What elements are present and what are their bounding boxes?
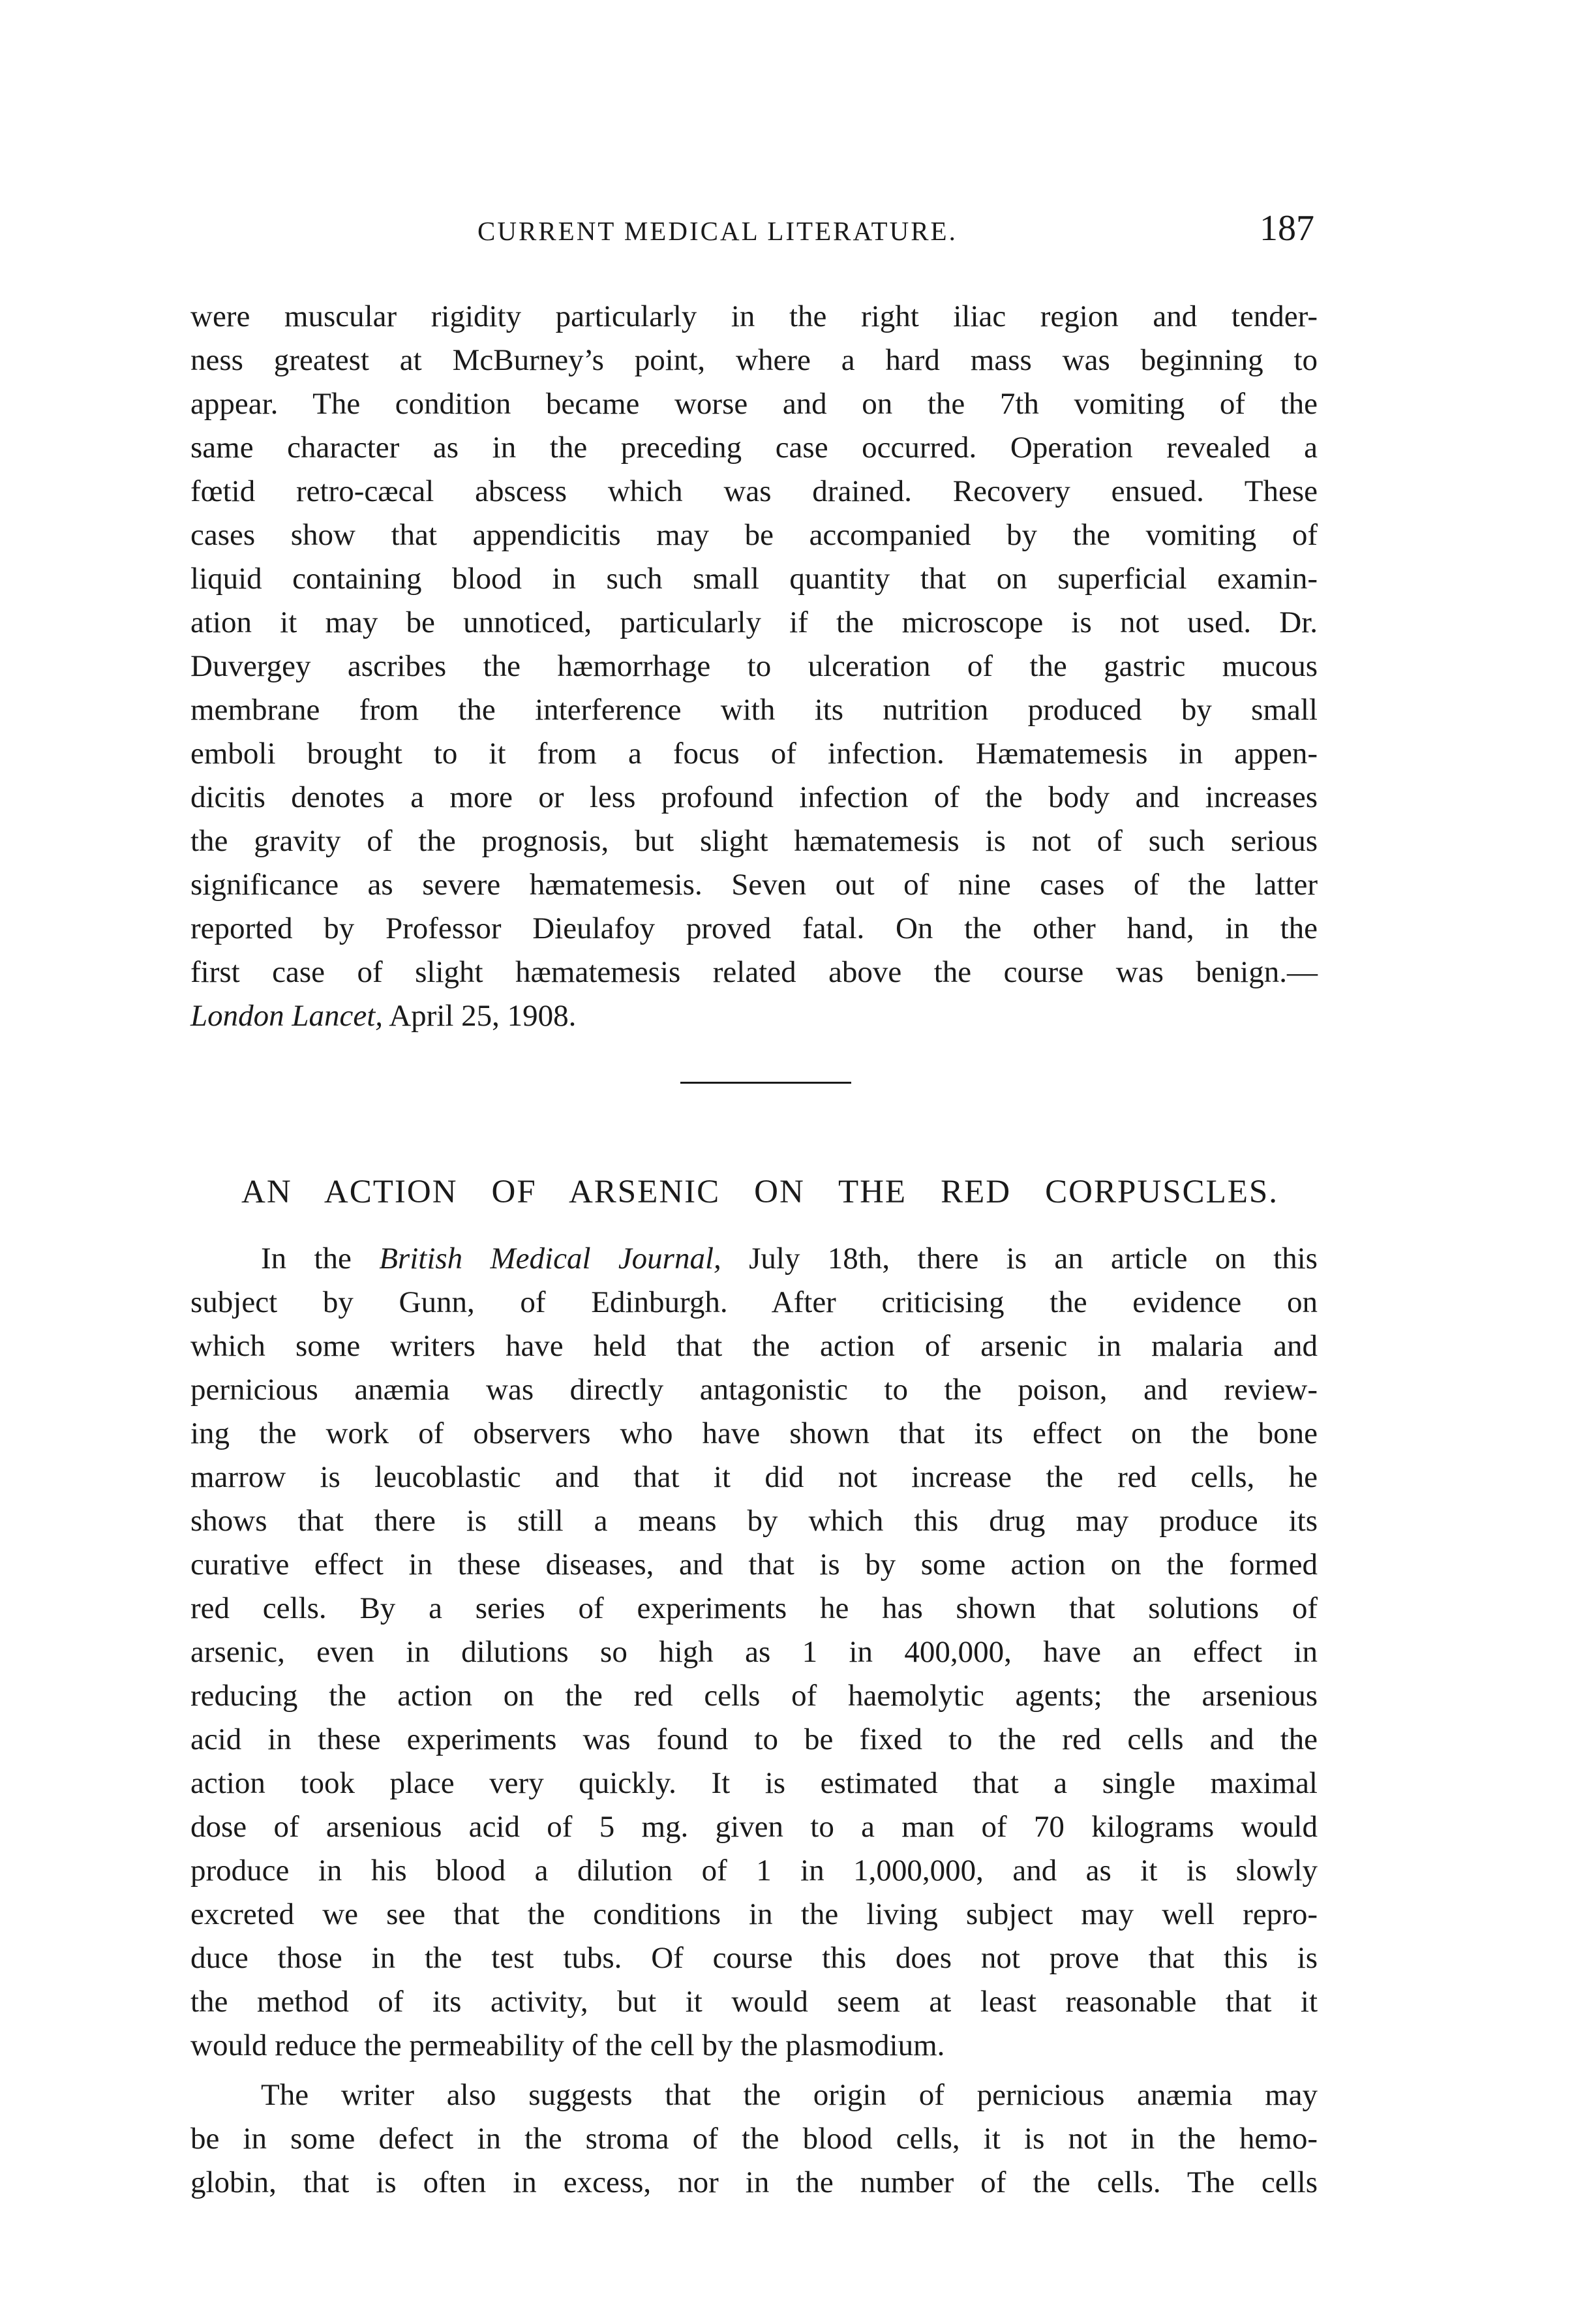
text-line: marrow is leucoblastic and that it did not increase the red cells, he xyxy=(190,1460,1318,1494)
text-line: acid in these experiments was found to be fixed to the red cells and the xyxy=(190,1722,1318,1756)
citation-line xyxy=(190,997,1318,1035)
text-line: ness greatest at McBurney’s point, where a hard mass was beginning to xyxy=(190,343,1318,377)
text-line: the method of its activity, but it would seem at least reasonable that it xyxy=(190,1985,1318,2019)
text-line: which some writers have held that the action of arsenic in malaria and xyxy=(190,1329,1318,1363)
text-line: duce those in the test tubs. Of course this does not prove that this is xyxy=(190,1941,1318,1975)
text-line: action took place very quickly. It is estimated that a single maximal xyxy=(190,1766,1318,1800)
text-line: The writer also suggests that the origin of pernicious anæmia may xyxy=(261,2078,1318,2112)
text-line: produce in his blood a dilution of 1 in 1,000,000, and as it is slowly xyxy=(190,1854,1318,1888)
text-line: Duvergey ascribes the hæmorrhage to ulceration of the gastric mucous xyxy=(190,649,1318,683)
text-line: globin, that is often in excess, nor in the number of the cells. The cells xyxy=(190,2165,1318,2199)
text-line: shows that there is still a means by which this drug may produce its xyxy=(190,1504,1318,1538)
running-title: CURRENT MEDICAL LITERATURE. xyxy=(477,216,958,246)
text-line: cases show that appendicitis may be accompanied by the vomiting of xyxy=(190,518,1318,552)
text-line: red cells. By a series of experiments he has shown that solutions of xyxy=(190,1591,1318,1625)
text-line: excreted we see that the conditions in the living subject may well repro- xyxy=(190,1897,1318,1931)
text-line xyxy=(261,1240,1318,1277)
citation-source: London Lancet, xyxy=(190,999,384,1033)
citation-date: April 25, 1908. xyxy=(383,999,577,1033)
section-divider xyxy=(680,1082,851,1084)
text-line: first case of slight hæmatemesis related above the course was benign.— xyxy=(190,955,1318,989)
text-line: subject by Gunn, of Edinburgh. After criticising the evidence on xyxy=(190,1285,1318,1319)
text-line: emboli brought to it from a focus of infection. Hæmatemesis in appen- xyxy=(190,737,1318,771)
text-run: In the xyxy=(261,1242,380,1276)
text-line: significance as severe hæmatemesis. Seven out of nine cases of the latter xyxy=(190,868,1318,902)
page-number: 187 xyxy=(1260,208,1314,249)
text-line: ing the work of observers who have shown that its effect on the bone xyxy=(190,1416,1318,1450)
text-line: reported by Professor Dieulafoy proved fatal. On the other hand, in the xyxy=(190,911,1318,945)
text-line: curative effect in these diseases, and that is by some action on the formed xyxy=(190,1548,1318,1582)
text-line: be in some defect in the stroma of the blood cells, it is not in the hemo- xyxy=(190,2122,1318,2156)
text-line: ation it may be unnoticed, particularly if the microscope is not used. Dr. xyxy=(190,605,1318,639)
text-line: would reduce the permeability of the cell by the plasmodium. xyxy=(190,2028,945,2062)
running-head xyxy=(196,207,1321,260)
text-line: pernicious anæmia was directly antagonistic to the poison, and review- xyxy=(190,1373,1318,1407)
text-line: membrane from the interference with its nutrition produced by small xyxy=(190,693,1318,727)
text-line: fœtid retro-cæcal abscess which was drained. Recovery ensued. These xyxy=(190,474,1318,508)
journal-title: British Medical Journal, xyxy=(379,1242,721,1276)
text-line: reducing the action on the red cells of haemolytic agents; the arsenious xyxy=(190,1679,1318,1713)
text-line: same character as in the preceding case occurred. Operation revealed a xyxy=(190,431,1318,465)
text-line: the gravity of the prognosis, but slight hæmatemesis is not of such serious xyxy=(190,824,1318,858)
text-line: arsenic, even in dilutions so high as 1 in 400,000, have an effect in xyxy=(190,1635,1318,1669)
text-line: dicitis denotes a more or less profound infection of the body and increases xyxy=(190,780,1318,814)
text-line: liquid containing blood in such small quantity that on superficial examin- xyxy=(190,562,1318,596)
text-run: July 18th, there is an article on this xyxy=(721,1242,1318,1276)
text-line: dose of arsenious acid of 5 mg. given to a man of 70 kilograms would xyxy=(190,1810,1318,1844)
text-line: appear. The condition became worse and on the 7th vomiting of the xyxy=(190,387,1318,421)
section-heading: AN ACTION OF ARSENIC ON THE RED CORPUSCLES. xyxy=(241,1174,1278,1210)
text-line: were muscular rigidity particularly in the right iliac region and tender- xyxy=(190,299,1318,333)
